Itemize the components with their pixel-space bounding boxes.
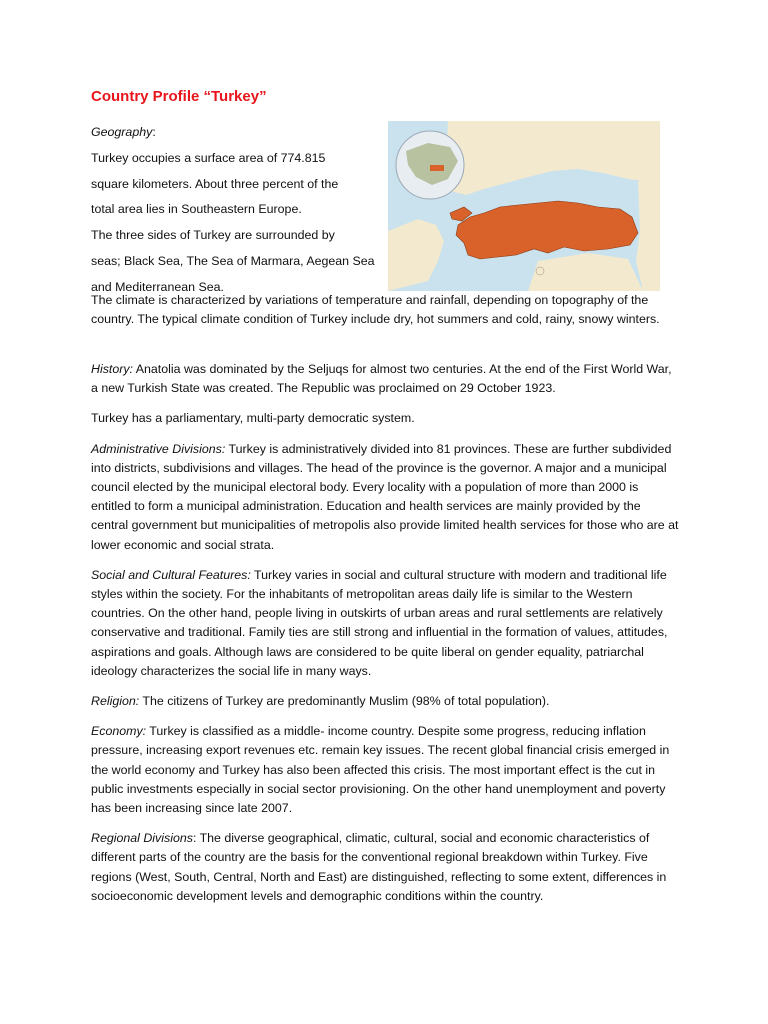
paragraph: The climate is characterized by variations of temperature and rainfall, depending on topography of the country. The typical climate condition of Turkey include dry, hot summers and cold, rainy, snowy winters. [91, 293, 660, 327]
globe-highlight [430, 165, 444, 171]
section-label: Administrative Divisions: [91, 441, 226, 456]
section-label: History: [91, 362, 133, 376]
economy-paragraph: Economy: Turkey is classified as a middle- income country. Despite some progress, reducing inflation pressure, increasing export revenues etc. remain key issues. The recent global financial crisis emerged in the world economy and Turkey has also been affected this crisis. The most important effect is the cut in public investments especially in social sector provisioning. On the other hand unemployment and poverty has been increasing since late 2007. [91, 724, 670, 816]
section-label: Economy: [91, 724, 147, 739]
government-paragraph: Turkey has a parliamentary, multi-party democratic system. [91, 411, 415, 426]
section-label: Regional Divisions [91, 831, 193, 846]
climate-paragraph [91, 291, 681, 329]
page-title: Country Profile “Turkey” [91, 88, 267, 105]
section-label: Social and Cultural Features: [91, 567, 251, 582]
history-paragraph: History: Anatolia was dominated by the Seljuqs for almost two centuries. At the end of the First World War, a new Turkish State was created. The Republic was proclaimed on 29 October 1923. [91, 362, 672, 396]
geography-line: and Mediterranean Sea. [91, 279, 224, 294]
section-label: Religion: [91, 694, 140, 709]
geography-line: square kilometers. About three percent of the [91, 176, 339, 191]
geography-line: The three sides of Turkey are surrounded by [91, 228, 335, 243]
sections [91, 360, 681, 906]
section-label: Geography [91, 125, 153, 139]
geography-heading: Geography: [91, 125, 156, 139]
administrative-paragraph: Administrative Divisions: Turkey is administratively divided into 81 provinces. These are further subdivided into districts, subdivisions and villages. The head of the province is the governor. A major and a municipal council elected by the municipal electoral body. Every locality with a population of more than 2000 is entitled to form a municipal administration. Education and health services are mainly provided by the central government but municipalities of metropolis also provide limited health services for those who are at lower economic and social strata. [91, 441, 679, 552]
turkey-map-image [388, 121, 660, 291]
social-cultural-paragraph: Social and Cultural Features: Turkey varies in social and cultural structure with modern and traditional life styles within the society. For the inhabitants of metropolitan areas daily life is similar to the Western countries. On the other hand, people living in outskirts of urban areas and rural settlements are relatively conservative and traditional. Family ties are still strong and influential in the formation of values, attitudes, aspirations and goals. Although laws are considered to be quite liberal on gender equality, patriarchal ideology characterizes the social life in many ways. [91, 567, 668, 678]
geography-section [91, 120, 381, 301]
religion-paragraph: Religion: The citizens of Turkey are predominantly Muslim (98% of total population). [91, 694, 550, 709]
geography-line: seas; Black Sea, The Sea of Marmara, Aegean Sea [91, 253, 375, 268]
cyprus-island [536, 267, 544, 275]
regional-divisions-paragraph: Regional Divisions: The diverse geographical, climatic, cultural, social and economic characteristics of different parts of the country are the basis for the conventional regional breakdown within Turkey. Five regions (West, South, Central, North and East) are distinguished, reflecting to some extent, differences in socioeconomic development levels and demographic conditions within the country. [91, 831, 667, 903]
geography-line: total area lies in Southeastern Europe. [91, 202, 302, 217]
geography-line: Turkey occupies a surface area of 774.815 [91, 150, 326, 165]
map-land-east [636, 179, 660, 291]
